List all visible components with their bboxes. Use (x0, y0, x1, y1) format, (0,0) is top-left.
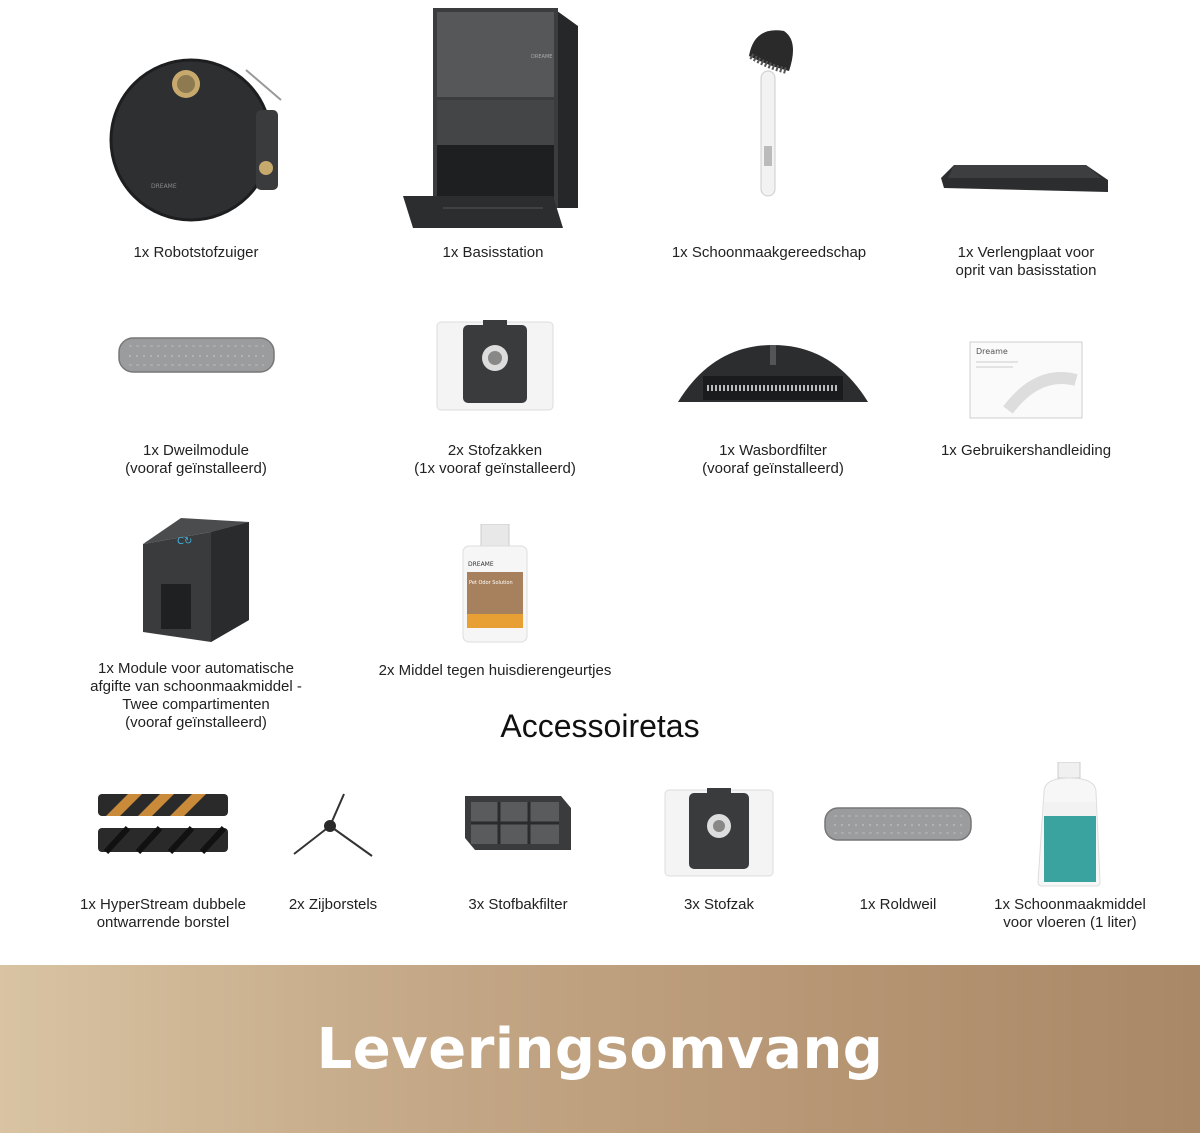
item-label: 1x Module voor automatische afgifte van schoonmaakmiddel - Twee compartimenten (vooraf geïnstalleerd) (90, 660, 302, 731)
item-dust-bags (395, 320, 595, 480)
dual-brush-icon (72, 788, 254, 856)
banner-title: Leveringsomvang (316, 1017, 884, 1082)
extension-plate-icon (926, 160, 1126, 200)
item-detergent-module (68, 514, 324, 738)
odor-bottle-icon (366, 524, 624, 644)
accessory-dust-bag (654, 788, 784, 922)
item-washboard-filter (668, 340, 878, 480)
item-label: 1x Basisstation (442, 244, 544, 261)
svg-text:DREAME: DREAME (531, 54, 553, 60)
item-label: 1x Verlengplaat voor oprit van basisstation (955, 244, 1097, 279)
accessory-label: 3x Stofbakfilter (468, 896, 568, 913)
section-title: Accessoiretas (500, 708, 700, 744)
mop-roller-icon (818, 805, 978, 843)
accessory-dual-brush (72, 788, 254, 934)
side-brush-icon (278, 792, 388, 862)
footer-banner (0, 965, 1200, 1133)
item-label: 1x Dweilmodule (vooraf geïnstalleerd) (125, 442, 267, 477)
item-user-manual (926, 340, 1126, 480)
item-base-station (373, 8, 613, 280)
item-label: 1x Robotstofzuiger (133, 244, 259, 261)
accessory-label: 1x Schoonmaakmiddel voor vloeren (1 liter) (994, 896, 1146, 931)
accessory-label: 2x Zijborstels (288, 896, 378, 913)
item-robot-vacuum (96, 50, 296, 280)
accessory-label: 3x Stofzak (683, 896, 755, 913)
washboard-filter-icon (668, 340, 878, 410)
manual-icon (926, 340, 1126, 420)
svg-text:DREAME: DREAME (151, 183, 177, 190)
bottle-label: Pet Odor Solution (469, 580, 513, 586)
item-mop-module (96, 334, 296, 480)
item-pet-odor (366, 524, 624, 682)
accessory-label: 1x Roldweil (859, 896, 937, 913)
accessory-label: 1x HyperStream dubbele ontwarrende borstel (80, 896, 246, 931)
accessory-floor-cleaner (990, 762, 1150, 932)
bottle-brand: DREAME (468, 561, 494, 568)
item-label: 1x Wasbordfilter (vooraf geïnstalleerd) (702, 442, 844, 477)
item-label: 1x Schoonmaakgereedschap (671, 244, 867, 261)
accessory-roller-mop (818, 805, 978, 922)
detergent-module-icon (68, 514, 324, 646)
dustbin-filter-icon (438, 792, 598, 852)
item-cleaning-tool (664, 26, 874, 280)
accessory-side-brushes (278, 792, 388, 922)
svg-text:C↻: C↻ (177, 536, 193, 547)
cleaning-brush-icon (664, 26, 874, 206)
mop-roller-icon (96, 334, 296, 376)
base-station-icon (373, 8, 613, 233)
item-label: 1x Gebruikershandleiding (940, 442, 1112, 459)
item-label: 2x Middel tegen huisdierengeurtjes (378, 662, 612, 679)
accessory-dustbin-filter (438, 792, 598, 922)
dust-bag-icon (395, 320, 595, 412)
item-label: 2x Stofzakken (1x vooraf geïnstalleerd) (414, 442, 576, 477)
item-extension-plate (926, 160, 1126, 284)
floor-cleaner-bottle-icon (990, 762, 1150, 888)
dust-bag-icon (654, 788, 784, 878)
manual-brand: Dreame (976, 347, 1008, 356)
robot-vacuum-icon (96, 50, 296, 225)
